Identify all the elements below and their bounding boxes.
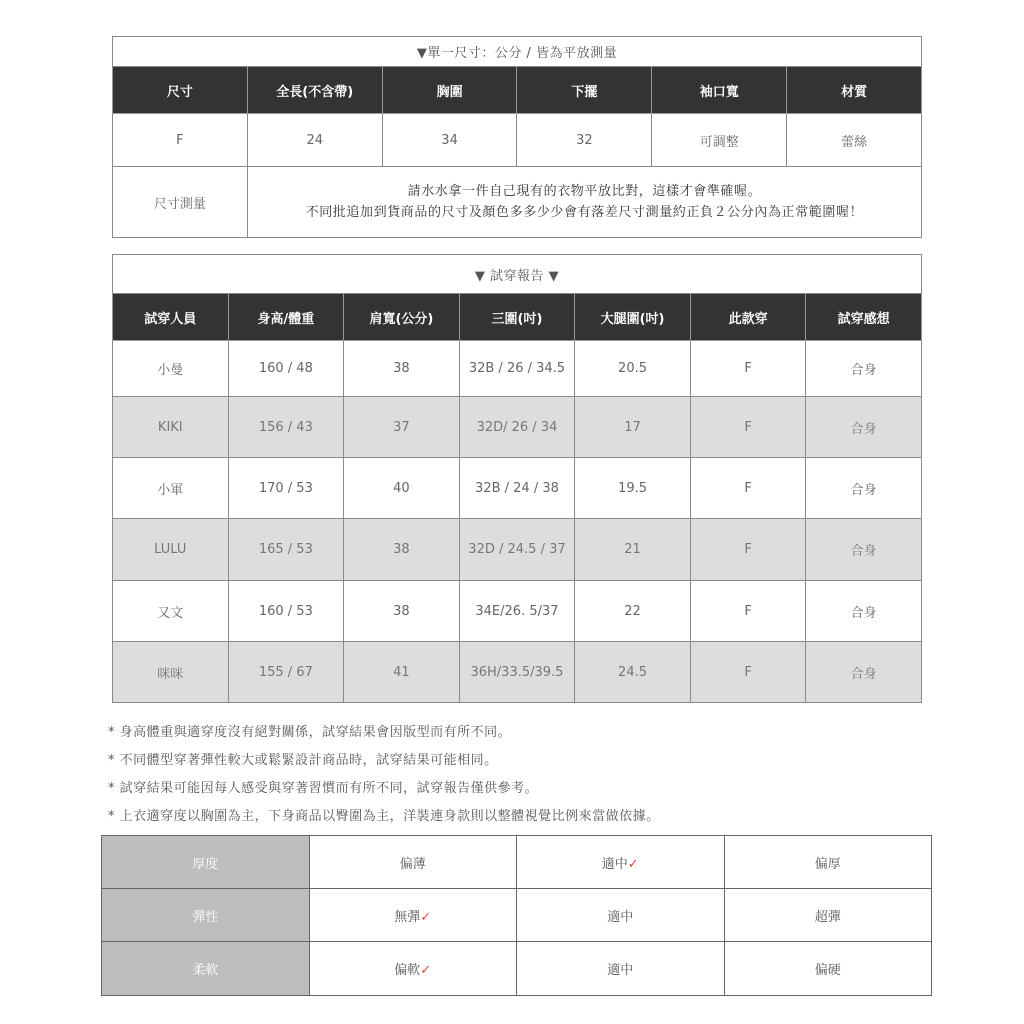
material-value: 蕾絲 xyxy=(787,114,922,167)
check-icon: ✓ xyxy=(627,856,639,872)
fit-feedback: 合身 xyxy=(806,341,922,397)
size-worn: F xyxy=(690,397,806,458)
fabric-option xyxy=(309,889,517,942)
measure-note-line: 不同批追加到貨商品的尺寸及顏色多多少少會有落差尺寸測量約正負２公分內為正常範圍喔！ xyxy=(305,205,864,220)
shoulder-width: 41 xyxy=(344,642,460,703)
fit-report-header-cell: 大腿圍(吋) xyxy=(575,294,691,341)
fabric-option-label: 偏軟 xyxy=(394,963,421,978)
hem-value: 32 xyxy=(517,114,652,167)
fabric-option-label: 超彈 xyxy=(814,909,841,925)
fabric-option-label: 適中 xyxy=(601,856,628,872)
fabric-option-label: 無彈 xyxy=(394,909,421,925)
tester-name: 又文 xyxy=(113,581,229,642)
fabric-option-label: 偏硬 xyxy=(814,963,841,978)
tester-name: KIKI xyxy=(113,397,229,458)
fit-note: * 試穿結果可能因每人感受與穿著習慣而有所不同，試穿報告僅供參考。 xyxy=(108,781,539,796)
fit-report-header-cell: 試穿感想 xyxy=(806,294,922,341)
body-measurements: 32B / 26 / 34.5 xyxy=(459,341,575,397)
fabric-option xyxy=(309,836,517,889)
size-chart-value-row xyxy=(113,114,922,167)
size-worn: F xyxy=(690,642,806,703)
size-chart-header-cell: 尺寸 xyxy=(113,67,248,114)
size-chart-header-cell: 材質 xyxy=(787,67,922,114)
shoulder-width: 38 xyxy=(344,341,460,397)
size-measure-note xyxy=(247,167,921,238)
fabric-option xyxy=(517,889,725,942)
fit-note: * 身高體重與適穿度沒有絕對關係，試穿結果會因版型而有所不同。 xyxy=(108,725,512,740)
size-chart-table xyxy=(112,36,922,238)
fabric-option xyxy=(724,889,932,942)
fit-report-header-cell: 身高/體重 xyxy=(228,294,344,341)
body-measurements: 32B / 24 / 38 xyxy=(459,458,575,519)
fabric-option xyxy=(517,942,725,996)
height-weight: 155 / 67 xyxy=(228,642,344,703)
size-chart-title: ▼單一尺寸：公分 / 皆為平放測量 xyxy=(113,37,922,67)
fabric-option-label: 適中 xyxy=(607,909,634,925)
tester-name: 小軍 xyxy=(113,458,229,519)
fit-report-row xyxy=(113,458,922,519)
fabric-option-label: 偏厚 xyxy=(814,856,841,872)
fabric-option xyxy=(724,836,932,889)
fit-report-header-cell: 試穿人員 xyxy=(113,294,229,341)
fit-report-row xyxy=(113,341,922,397)
size-chart-header-cell: 全長(不含帶) xyxy=(247,67,382,114)
fit-feedback: 合身 xyxy=(806,458,922,519)
tester-name: 小曼 xyxy=(113,341,229,397)
size-worn: F xyxy=(690,341,806,397)
body-measurements: 34E/26. 5/37 xyxy=(459,581,575,642)
fit-feedback: 合身 xyxy=(806,581,922,642)
measure-note-line: 請水水拿一件自己現有的衣物平放比對，這樣才會準確喔。 xyxy=(407,184,762,199)
body-measurements: 32D/ 26 / 34 xyxy=(459,397,575,458)
cuff-width-value: 可調整 xyxy=(652,114,787,167)
fabric-properties-table xyxy=(101,835,932,996)
size-worn: F xyxy=(690,581,806,642)
fabric-option-label: 適中 xyxy=(607,963,634,978)
fit-report-title: ▼ 試穿報告 ▼ xyxy=(113,255,922,294)
fit-report-row xyxy=(113,581,922,642)
tester-name: LULU xyxy=(113,519,229,581)
fabric-attribute-label: 彈性 xyxy=(102,889,310,942)
fit-report-table xyxy=(112,254,922,703)
shoulder-width: 40 xyxy=(344,458,460,519)
size-chart-title-row xyxy=(113,37,922,67)
size-worn: F xyxy=(690,519,806,581)
height-weight: 156 / 43 xyxy=(228,397,344,458)
fit-report-header-cell: 三圍(吋) xyxy=(459,294,575,341)
fit-report-row xyxy=(113,642,922,703)
height-weight: 160 / 48 xyxy=(228,341,344,397)
fabric-option xyxy=(309,942,517,996)
fabric-elasticity-row xyxy=(102,889,932,942)
fabric-attribute-label: 柔軟 xyxy=(102,942,310,996)
tester-name: 咪咪 xyxy=(113,642,229,703)
fit-report-header-cell: 肩寬(公分) xyxy=(344,294,460,341)
fit-note: * 不同體型穿著彈性較大或鬆緊設計商品時，試穿結果可能相同。 xyxy=(108,753,498,768)
fit-feedback: 合身 xyxy=(806,519,922,581)
thigh-circumference: 21 xyxy=(575,519,691,581)
fit-report-header-row xyxy=(113,294,922,341)
thigh-circumference: 20.5 xyxy=(575,341,691,397)
height-weight: 160 / 53 xyxy=(228,581,344,642)
shoulder-width: 37 xyxy=(344,397,460,458)
thigh-circumference: 24.5 xyxy=(575,642,691,703)
height-weight: 165 / 53 xyxy=(228,519,344,581)
fit-report-title-row xyxy=(113,255,922,294)
fabric-option xyxy=(517,836,725,889)
size-chart-header-cell: 胸圍 xyxy=(382,67,517,114)
body-measurements: 32D / 24.5 / 37 xyxy=(459,519,575,581)
size-chart-header-cell: 下擺 xyxy=(517,67,652,114)
fabric-softness-row xyxy=(102,942,932,996)
size-value: F xyxy=(113,114,248,167)
check-icon: ✓ xyxy=(420,909,432,925)
bust-value: 34 xyxy=(382,114,517,167)
fit-report-row xyxy=(113,519,922,581)
body-measurements: 36H/33.5/39.5 xyxy=(459,642,575,703)
fit-report-header-cell: 此款穿 xyxy=(690,294,806,341)
size-chart-header-row xyxy=(113,67,922,114)
fit-report-row xyxy=(113,397,922,458)
size-measure-row xyxy=(113,167,922,238)
fit-notes xyxy=(108,719,928,831)
length-value: 24 xyxy=(247,114,382,167)
thigh-circumference: 22 xyxy=(575,581,691,642)
size-chart-header-cell: 袖口寬 xyxy=(652,67,787,114)
height-weight: 170 / 53 xyxy=(228,458,344,519)
fit-feedback: 合身 xyxy=(806,397,922,458)
shoulder-width: 38 xyxy=(344,581,460,642)
size-worn: F xyxy=(690,458,806,519)
shoulder-width: 38 xyxy=(344,519,460,581)
fabric-thickness-row xyxy=(102,836,932,889)
check-icon: ✓ xyxy=(420,963,432,978)
fabric-attribute-label: 厚度 xyxy=(102,836,310,889)
fit-feedback: 合身 xyxy=(806,642,922,703)
fabric-option-label: 偏薄 xyxy=(399,856,426,872)
fit-note: * 上衣適穿度以胸圍為主，下身商品以臀圍為主，洋裝連身款則以整體視覺比例來當做依據。 xyxy=(108,809,660,824)
thigh-circumference: 17 xyxy=(575,397,691,458)
fabric-option xyxy=(724,942,932,996)
size-measure-label: 尺寸測量 xyxy=(113,167,248,238)
thigh-circumference: 19.5 xyxy=(575,458,691,519)
